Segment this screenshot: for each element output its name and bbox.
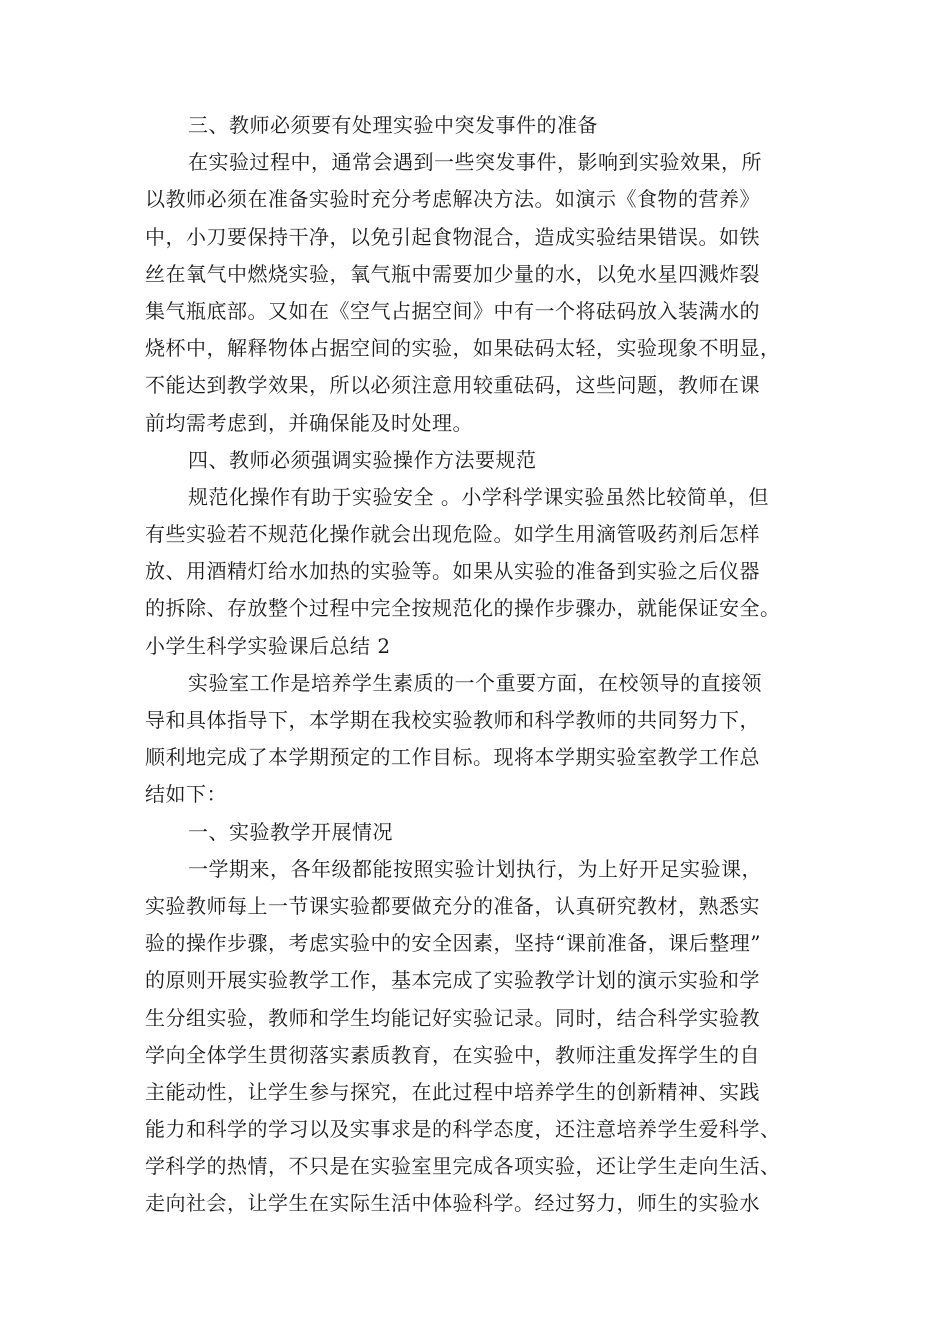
text-line: 在实验过程中，通常会遇到一些突发事件，影响到实验效果，所 xyxy=(188,150,762,175)
text-line: 验的操作步骤，考虑实验中的安全因素，坚持“课前准备，课后整理” xyxy=(145,931,761,956)
text-line: 能力和科学的学习以及实事求是的科学态度，还注意培养学生爱科学、 xyxy=(145,1117,781,1142)
text-line: 的原则开展实验教学工作，基本完成了实验教学计划的演示实验和学 xyxy=(145,968,760,993)
text-line: 结如下： xyxy=(145,782,227,807)
text-line: 三、教师必须要有处理实验中突发事件的准备 xyxy=(188,113,598,137)
text-line: 规范化操作有助于实验安全 。小学科学课实验虽然比较简单，但 xyxy=(188,484,769,509)
text-line: 四、教师必须强调实验操作方法要规范 xyxy=(188,447,537,472)
text-line: 学科学的热情，不只是在实验室里完成各项实验，还让学生走向生活、 xyxy=(145,1154,781,1179)
text-line: 一、实验教学开展情况 xyxy=(188,819,393,844)
text-line: 实验教师每上一节课实验都要做充分的准备，认真研究教材，熟悉实 xyxy=(145,893,760,918)
text-line: 生分组实验，教师和学生均能记好实验记录。同时，结合科学实验教 xyxy=(145,1005,760,1030)
text-line: 以教师必须在准备实验时充分考虑解决方法。如演示《食物的营养》 xyxy=(145,187,760,212)
text-line: 主能动性，让学生参与探究，在此过程中培养学生的创新精神、实践 xyxy=(145,1079,760,1104)
text-line: 实验室工作是培养学生素质的一个重要方面，在校领导的直接领 xyxy=(188,670,762,695)
text-line: 集气瓶底部。又如在《空气占据空间》中有一个将砝码放入装满水的 xyxy=(145,298,760,323)
text-line: 有些实验若不规范化操作就会出现危险。如学生用滴管吸药剂后怎样 xyxy=(145,522,760,547)
text-line: 中，小刀要保持干净，以免引起食物混合，造成实验结果错误。如铁 xyxy=(145,224,760,249)
text-line: 导和具体指导下，本学期在我校实验教师和科学教师的共同努力下， xyxy=(145,708,760,732)
document-body xyxy=(145,107,815,1223)
text-line: 小学生科学实验课后总结 2 xyxy=(145,633,391,658)
text-line: 前均需考虑到，并确保能及时处理。 xyxy=(145,410,473,435)
text-line: 的拆除、存放整个过程中完全按规范化的操作步骤办，就能保证安全。 xyxy=(145,596,781,621)
text-line: 烧杯中，解释物体占据空间的实验，如果砝码太轻，实验现象不明显， xyxy=(145,336,781,361)
text-line: 放、用酒精灯给水加热的实验等。如果从实验的准备到实验之后仪器 xyxy=(145,559,760,584)
text-line: 学向全体学生贯彻落实素质教育，在实验中，教师注重发挥学生的自 xyxy=(145,1042,760,1067)
text-line: 不能达到教学效果，所以必须注意用较重砝码，这些问题，教师在课 xyxy=(145,373,760,398)
text-line: 丝在氧气中燃烧实验，氧气瓶中需要加少量的水，以免水星四溅炸裂 xyxy=(145,261,760,286)
text-line: 顺利地完成了本学期预定的工作目标。现将本学期实验室教学工作总 xyxy=(145,745,760,770)
text-line: 走向社会，让学生在实际生活中体验科学。经过努力，师生的实验水 xyxy=(145,1191,760,1216)
text-line: 一学期来，各年级都能按照实验计划执行，为上好开足实验课， xyxy=(188,856,762,881)
